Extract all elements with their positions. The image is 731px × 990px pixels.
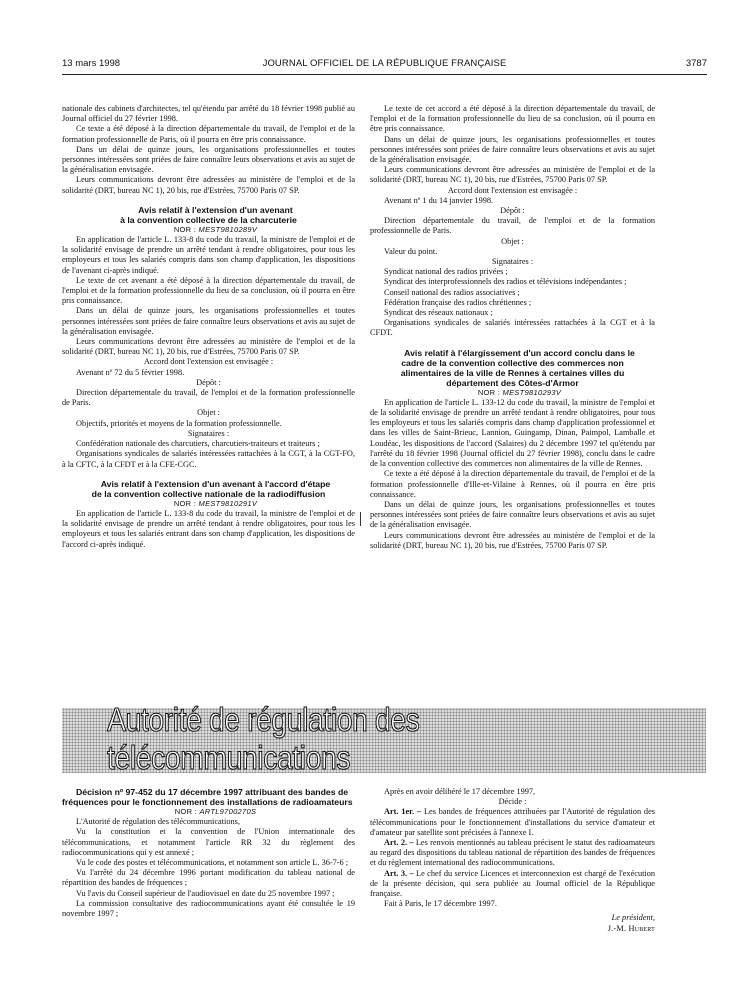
left-column	[62, 104, 355, 550]
signatory: Conseil national des radios associatives ;	[384, 287, 520, 297]
right-column	[370, 104, 655, 551]
field-label: Signataires :	[491, 257, 534, 267]
paragraph: Dans un délai de quinze jours, les organisations professionnelles et toutes personnes intéressées sont priées de faire connaître leurs observations et avis au sujet de la généralisation envisagée.	[62, 306, 355, 336]
field-value: Objectifs, priorités et moyens de la formation professionnelle.	[76, 418, 282, 428]
paragraph: En application de l'article L. 133-12 du code du travail, la ministre de l'emploi et de la solidarité envisage de prendre un arrêté tendant à rendre obligatoires, pour tous les employeurs et tous les salariés compris dans champ d'application professionnel et dans les villes de Saint-Brieuc, Lannion, Guingamp, Dinan, Paimpol, Lamballe et Loudéac, les dispositions de l'accord (Salaires) du 2 décembre 1997 tel qu'étendu par l'arrêté du 18 février 1998 (Journal officiel du 27 février 1998), conclu dans le cadre de la convention collective des commerces non alimentaires de la ville de Rennes.	[370, 397, 655, 469]
header-rule	[62, 74, 707, 75]
margin-mark	[360, 512, 361, 526]
paragraph: Leurs communications devront être adressées au ministère de l'emploi et de la solidarité (DRT, bureau NC 1), 20 bis, rue d'Estrées, 75700 Paris 07 SP.	[62, 337, 355, 357]
nor-reference: NOR : MEST9810291V	[173, 498, 258, 508]
article: Art. 3. – Le chef du service Licences et interconnexion est chargé de l'exécution de la présente décision, qui sera publiée au Journal officiel de la République française.	[370, 868, 655, 899]
signatory: Syndicat national des radios privées ;	[384, 267, 508, 277]
field-value: Valeur du point.	[384, 246, 438, 256]
nor-reference: NOR : ARTL9700270S	[174, 807, 257, 816]
field-label: Dépôt :	[500, 206, 525, 216]
nor-reference: NOR : MEST9810289V	[173, 224, 258, 234]
place-date: Fait à Paris, le 17 décembre 1997.	[384, 899, 497, 909]
signatory: Organisations syndicales de salariés intéressées rattachées à la CGT et à la CFDT.	[370, 318, 655, 338]
paragraph: Ce texte a été déposé à la direction départementale du travail, de l'emploi et de la formation professionnelle de Paris, où il pourra en être pris connaissance.	[62, 124, 355, 144]
notice-title: Avis relatif à l'extension d'un avenant à l'accord d'étape de la convention collective nationale de la radiodiffusion	[91, 478, 331, 499]
field-value: Direction départementale du travail, de l'emploi et de la formation professionnelle de Paris.	[370, 216, 655, 236]
paragraph: Leurs communications devront être adressées au ministère de l'emploi et de la solidarité (DRT, bureau NC 1), 20 bis, rue d'Estrées, 75700 Paris 07 SP.	[62, 175, 355, 195]
signatory: Syndicat des réseaux nationaux ;	[384, 308, 493, 318]
field-label: Accord dont l'extension est envisagée :	[143, 357, 274, 367]
field-value: Avenant nº 72 du 5 février 1998.	[76, 367, 185, 377]
paragraph: Dans un délai de quinze jours, les organisations professionnelles et toutes personnes intéressées sont priées de faire connaître leurs observations et avis au sujet de la généralisation envisagée.	[370, 499, 655, 530]
field-value: Avenant nº 1 du 14 janvier 1998.	[384, 195, 494, 205]
field-label: Objet :	[197, 408, 220, 418]
signatory: Syndicat des interprofessionnels des radios et télévisions indépendantes ;	[384, 277, 627, 287]
paragraph: L'Autorité de régulation des télécommunications,	[76, 817, 240, 827]
paragraph: La commission consultative des radiocommunications ayant été consultée le 19 novembre 1997 ;	[62, 898, 355, 919]
running-header	[62, 58, 707, 72]
paragraph: Ce texte a été déposé à la direction départementale du travail, de l'emploi et de la formation professionnelle d'Ille-et-Vilaine à Rennes, où il pourra en être pris connaissance.	[370, 469, 655, 499]
decision-title: Décision nº 97-452 du 17 décembre 1997 attribuant des bandes de fréquences pour le fonctionnement des installations de radioamateurs	[62, 787, 353, 807]
decide-label: Décide :	[498, 797, 527, 807]
paragraph: Dans un délai de quinze jours, les organisations professionnelles et toutes personnes intéressées sont priées de faire connaître leurs observations et avis au sujet de la généralisation envisagée.	[370, 134, 655, 165]
paragraph: Après en avoir délibéré le 17 décembre 1997,	[384, 787, 536, 796]
article: Art. 1er. – Les bandes de fréquences attribuées par l'Autorité de régulation des télécommunications pour le fonctionnement d'installations du service d'amateur et d'amateur par satellite sont précisées à l'annexe I.	[370, 807, 655, 837]
decision-right-column	[370, 787, 655, 934]
field-label: Accord dont l'extension est envisagée :	[447, 185, 578, 195]
paragraph: Le texte de cet avenant a été déposé à la direction départementale du travail, de l'emploi et de la formation professionnelle du lieu de sa conclusion, où il pourra en être pris connaissance.	[62, 275, 355, 306]
paragraph: Le texte de cet accord a été déposé à la direction départementale du travail, de l'emploi et de la formation professionnelle du lieu de sa conclusion, où il pourra en être pris connaissance.	[370, 104, 655, 134]
field-value: Direction départementale du travail, de l'emploi et de la formation professionnelle de Paris.	[62, 388, 355, 408]
signatory: Fédération française des radios chrétiennes ;	[384, 297, 532, 307]
page-number: 3787	[685, 58, 707, 69]
decision-left-column	[62, 787, 355, 919]
paragraph: Dans un délai de quinze jours, les organisations professionnelles et toutes personnes intéressées sont priées de faire connaître leurs observations et avis au sujet de la généralisation envisagée.	[62, 144, 355, 175]
nor-reference: NOR : MEST9810293V	[477, 387, 562, 397]
paragraph: Vu l'avis du Conseil supérieur de l'audiovisuel en date du 25 novembre 1997 ;	[76, 888, 335, 898]
field-label: Dépôt :	[196, 377, 221, 387]
signature-block	[370, 913, 655, 933]
field-label: Objet :	[501, 236, 524, 246]
paragraph: Leurs communications devront être adressées au ministère de l'emploi et de la solidarité (DRT, bureau NC 1), 20 bis, rue d'Estrées, 75700 Paris 07 SP.	[370, 165, 655, 185]
article: Art. 2. – Les renvois mentionnés au tableau précisent le statut des radioamateurs au regard des dispositions du tableau national de répartition des bandes de fréquences et du règlement international des radiocommunications.	[370, 838, 655, 868]
signatory: Organisations syndicales de salariés intéressées rattachées à la CGT, à la CGT-FO, à la CFTC, à la CFDT et à la CFE-CGC.	[62, 449, 355, 469]
issue-date: 13 mars 1998	[62, 58, 121, 69]
section-title: Autorité de régulation des télécommunications	[107, 701, 420, 776]
signatory-name: J.-M. Hubert	[607, 923, 655, 933]
field-label: Signataires :	[187, 428, 230, 438]
paragraph: Vu la constitution et la convention de l'Union internationale des télécommunications, et notamment l'article RR 32 du règlement des radiocommunications qui y est annexé ;	[62, 827, 355, 857]
paragraph: En application de l'article L. 133-8 du code du travail, la ministre de l'emploi et de la solidarité envisage de prendre un arrêté tendant à rendre obligatoires, pour tous les employeurs et tous les salariés compris dans son champ d'application, les dispositions de l'avenant ci-après indiqué.	[62, 235, 355, 275]
continued-paragraph: nationale des cabinets d'architectes, tel qu'étendu par arrêté du 18 février 1998 publié au Journal officiel du 27 février 1998.	[62, 104, 355, 124]
notice-title: Avis relatif à l'extension d'un avenant à la convention collective de la charcuterie	[120, 204, 297, 225]
paragraph: Vu le code des postes et télécommunications, et notamment son article L. 36-7-6 ;	[76, 858, 349, 868]
paragraph: En application de l'article L. 133-8 du code du travail, la ministre de l'emploi et de la solidarité envisage de prendre un arrêté tendant à rendre obligatoires, pour tous les employeurs et tous les salariés entrant dans son champ d'application, les dispositions de l'accord ci-après indiqué.	[62, 508, 355, 549]
signatory-role: Le président,	[611, 913, 655, 923]
notice-title: Avis relatif à l'élargissement d'un accord conclu dans le cadre de la convention collective des commerces non alimentaires de la ville de Rennes à certaines villes du département des Côtes-d'Armor	[400, 347, 635, 388]
signatory: Confédération nationale des charcutiers, charcutiers-traiteurs et traiteurs ;	[76, 439, 320, 449]
paragraph: Leurs communications devront être adressées au ministère de l'emploi et de la solidarité (DRT, bureau NC 1), 20 bis, rue d'Estrées, 75700 Paris 07 SP.	[370, 530, 655, 550]
paragraph: Vu l'arrêté du 24 décembre 1996 portant modification du tableau national de répartition des bandes de fréquences ;	[62, 868, 355, 888]
journal-title: JOURNAL OFFICIEL DE LA RÉPUBLIQUE FRANÇAISE	[262, 58, 507, 69]
